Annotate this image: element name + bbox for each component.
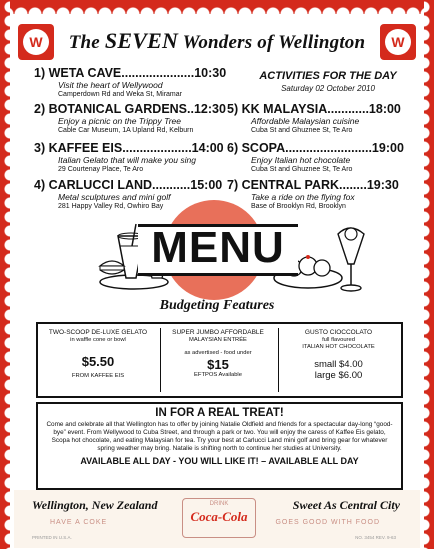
price-large: large $6.00: [314, 370, 363, 381]
budget-heading: Budgeting Features: [159, 298, 275, 313]
activity-item: [227, 102, 432, 135]
activities-heading: ACTIVITIES FOR THE DAY: [259, 70, 397, 82]
activities-date: Saturday 02 October 2010: [281, 84, 375, 93]
price-divider: [278, 328, 279, 392]
price-sub: as advertised - food under: [184, 350, 252, 356]
price-gelato: [42, 324, 154, 396]
activity-desc: Metal sculptures and mini golf: [58, 192, 171, 202]
price-note: FROM KAFFEE EIS: [71, 373, 125, 379]
activity-desc: Italian Gelato that will make you sing: [58, 155, 196, 165]
price-small: small $4.00: [314, 359, 363, 370]
treat-box: [36, 402, 403, 490]
activity-desc: Visit the heart of Wellywood: [58, 80, 163, 90]
activity-addr: 281 Happy Valley Rd, Owhiro Bay: [58, 203, 164, 210]
w-logo-right: W: [380, 24, 416, 60]
footer-right: Sweet As Central City: [292, 498, 400, 512]
activity-name: 5) KK MALAYSIA............18:00: [227, 102, 401, 116]
title-big: SEVEN: [104, 28, 179, 53]
price-subheading: full flavoured: [322, 337, 355, 343]
activity-name: 3) KAFFEE EIS....................14:00: [34, 141, 224, 155]
footer-left-sub: HAVE A COKE: [50, 519, 108, 526]
activity-desc: Take a ride on the flying fox: [251, 192, 355, 202]
activity-name: 7) CENTRAL PARK........19:30: [227, 178, 399, 192]
price-divider: [160, 328, 161, 392]
price-box: [36, 322, 403, 398]
footer-banner: [14, 490, 420, 548]
treat-heading: IN FOR A REAL TREAT!: [155, 407, 284, 419]
price-malaysian: [162, 324, 274, 396]
activity-name: 4) CARLUCCI LAND...........15:00: [34, 178, 223, 192]
activity-addr: Base of Brooklyn Rd, Brooklyn: [251, 203, 346, 210]
page-title: [58, 28, 376, 54]
activity-name: 6) SCOPA.........................19:00: [227, 141, 404, 155]
footer-right-sub: GOES GOOD WITH FOOD: [275, 519, 380, 526]
price-heading: TWO-SCOOP DE-LUXE GELATO: [48, 329, 148, 336]
activity-addr: Cable Car Museum, 1A Upland Rd, Kelburn: [58, 127, 194, 134]
price-value: $15: [207, 357, 229, 372]
treat-body: Come and celebrate all that Wellington has to offer by joining Natalie Oldfield and friends for a spectacular day-long “good-bye” event. From Wellywood to Cuba Street, and through a park or two. You will enjoy the caress of Kaffee Eis gelato, Scopa hot chocolate, and eating Malaysian for tea. Try your best at Carlucci Land mini golf and bring gear for whatever spring weather may bring. Natalie is shifting north to continue her studies at University.: [46, 421, 393, 452]
coca-cola-logo: [182, 498, 256, 538]
title-pre: The: [68, 32, 100, 53]
price-heading: GUSTO CIOCCOLATO: [304, 329, 373, 336]
activity-item: [227, 178, 432, 211]
coke-script: Coca-Cola: [190, 509, 248, 524]
scalloped-border-left: [0, 0, 10, 549]
activity-item: [34, 141, 239, 174]
activity-addr: Cuba St and Ghuznee St, Te Aro: [251, 127, 353, 134]
activity-addr: Camperdown Rd and Weka St, Miramar: [58, 91, 182, 98]
activity-desc: Enjoy Italian hot chocolate: [251, 155, 351, 165]
activity-name: 1) WETA CAVE.....................10:30: [34, 66, 227, 80]
activity-item: [34, 66, 239, 99]
footer-left: Wellington, New Zealand: [32, 498, 158, 512]
price-heading: SUPER JUMBO AFFORDABLE: [172, 329, 264, 336]
price-note: EFTPOS Available: [194, 372, 242, 378]
w-logo-left: W: [18, 24, 54, 60]
title-post: Wonders of Wellington: [182, 32, 366, 53]
activity-desc: Affordable Malaysian cuisine: [251, 116, 360, 126]
footer-print-right: NO. 3454 REV. 9-63: [355, 535, 396, 540]
activity-addr: 29 Courtenay Place, Te Aro: [58, 166, 144, 173]
activity-item: [34, 102, 239, 135]
coke-top: DRINK: [209, 501, 229, 507]
price-subheading: MALAYSIAN ENTRÉE: [189, 337, 247, 343]
treat-footer: AVAILABLE ALL DAY - YOU WILL LIKE IT! – AVAILABLE ALL DAY: [80, 456, 359, 466]
activity-addr: Cuba St and Ghuznee St, Te Aro: [251, 166, 353, 173]
activity-name: 2) BOTANICAL GARDENS..12:30: [34, 102, 226, 116]
footer-print-left: PRINTED IN U.S.A.: [32, 535, 72, 540]
activity-item: [227, 141, 432, 174]
price-chocolate: [280, 324, 397, 396]
scalloped-border-right: [424, 0, 434, 549]
scalloped-border-top: [0, 0, 434, 14]
activity-desc: Enjoy a picnic on the Trippy Tree: [58, 116, 181, 126]
price-subheading-2: ITALIAN HOT CHOCOLATE: [302, 344, 375, 350]
price-value: $5.50: [81, 354, 115, 369]
menu-heading: MENU: [151, 223, 285, 272]
price-subheading: in waffle cone or bowl: [70, 337, 126, 343]
